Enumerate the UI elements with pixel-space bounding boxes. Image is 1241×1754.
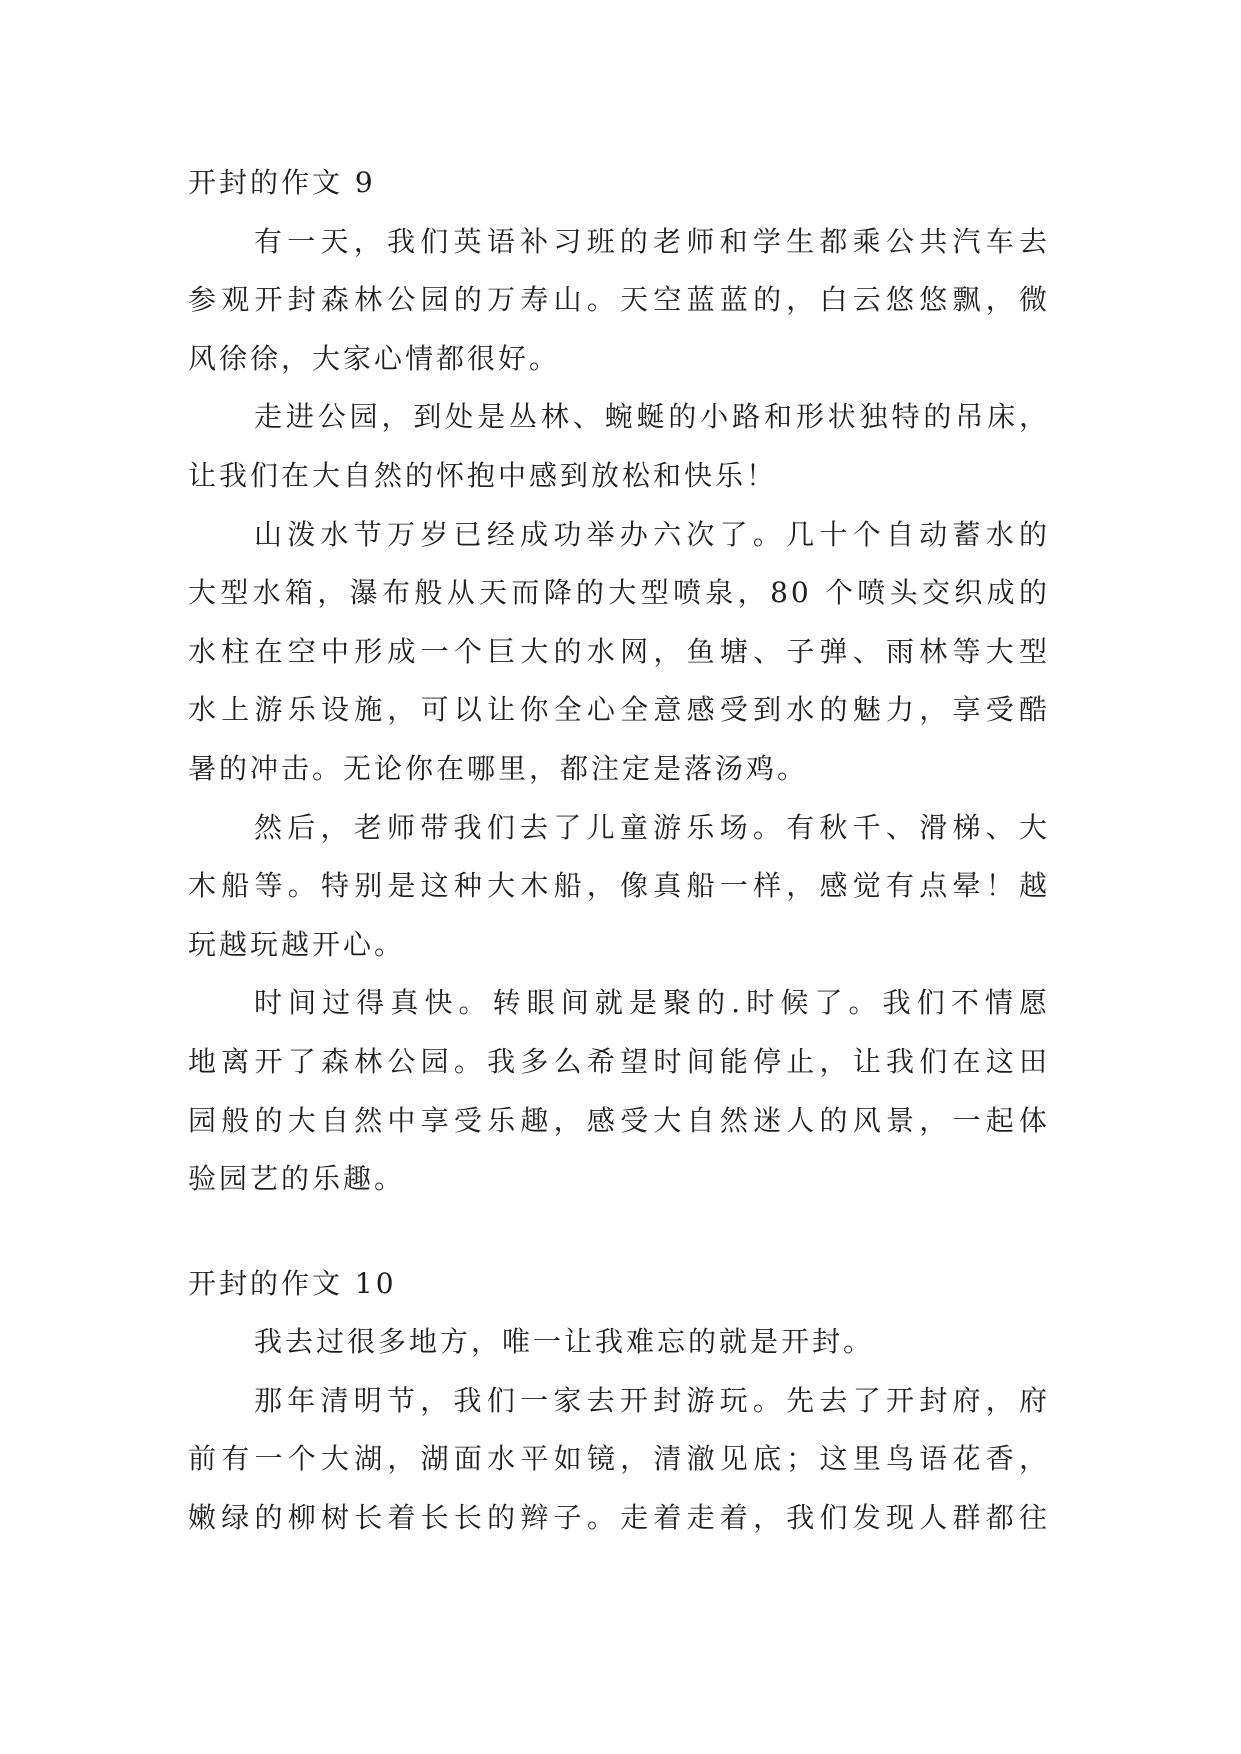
paragraph [188, 974, 1050, 1208]
paragraph-line: 参观开封森林公园的万寿山。天空蓝蓝的，白云悠悠飘，微 [188, 283, 1050, 317]
paragraph-line: 大型水箱，瀑布般从天而降的大型喷泉，80 个喷头交织成的 [188, 576, 1050, 610]
paragraph-line: 地离开了森林公园。我多么希望时间能停止，让我们在这田 [188, 1044, 1050, 1078]
paragraph-line: 水上游乐设施，可以让你全心全意感受到水的魅力，享受酷 [188, 693, 1050, 727]
paragraph [188, 388, 1050, 505]
paragraph-line: 我去过很多地方，唯一让我难忘的就是开封。 [254, 1325, 875, 1359]
paragraph-line: 让我们在大自然的怀抱中感到放松和快乐！ [188, 458, 778, 492]
paragraph-line: 有一天，我们英语补习班的老师和学生都乘公共汽车去 [254, 224, 1050, 258]
paragraph [188, 1313, 1050, 1372]
paragraph [188, 1372, 1050, 1548]
paragraph-line: 园般的大自然中享受乐趣，感受大自然迷人的风景，一起体 [188, 1103, 1050, 1137]
paragraph-line: 然后，老师带我们去了儿童游乐场。有秋千、滑梯、大 [254, 810, 1050, 844]
essay-title: 开封的作文 9 [188, 166, 376, 199]
paragraph-line: 木船等。特别是这种大木船，像真船一样，感觉有点晕！越 [188, 869, 1050, 903]
paragraph [188, 506, 1050, 799]
paragraph-line: 时间过得真快。转眼间就是聚的.时候了。我们不情愿 [254, 986, 1050, 1020]
paragraph-line: 水柱在空中形成一个巨大的水网，鱼塘、子弹、雨林等大型 [188, 634, 1050, 668]
paragraph-line: 走进公园，到处是丛林、蜿蜒的小路和形状独特的吊床， [254, 400, 1050, 434]
essay-section [188, 154, 1050, 1209]
paragraph-line: 山泼水节万岁已经成功举办六次了。几十个自动蓄水的 [254, 517, 1050, 551]
paragraph-line: 嫩绿的柳树长着长长的辫子。走着走着，我们发现人群都往 [188, 1501, 1050, 1535]
paragraph-line: 暑的冲击。无论你在哪里，都注定是落汤鸡。 [188, 751, 809, 785]
paragraph [188, 799, 1050, 975]
essay-section [188, 1255, 1050, 1548]
paragraph-line: 前有一个大湖，湖面水平如镜，清澈见底；这里鸟语花香， [188, 1442, 1050, 1476]
paragraph [188, 213, 1050, 389]
paragraph-line: 玩越玩越开心。 [188, 927, 406, 961]
paragraph-line: 验园艺的乐趣。 [188, 1162, 406, 1196]
paragraph-line: 那年清明节，我们一家去开封游玩。先去了开封府，府 [254, 1383, 1050, 1417]
essay-title: 开封的作文 10 [188, 1266, 397, 1300]
paragraph-line: 风徐徐，大家心情都很好。 [188, 341, 561, 375]
document-body [188, 154, 1050, 1548]
